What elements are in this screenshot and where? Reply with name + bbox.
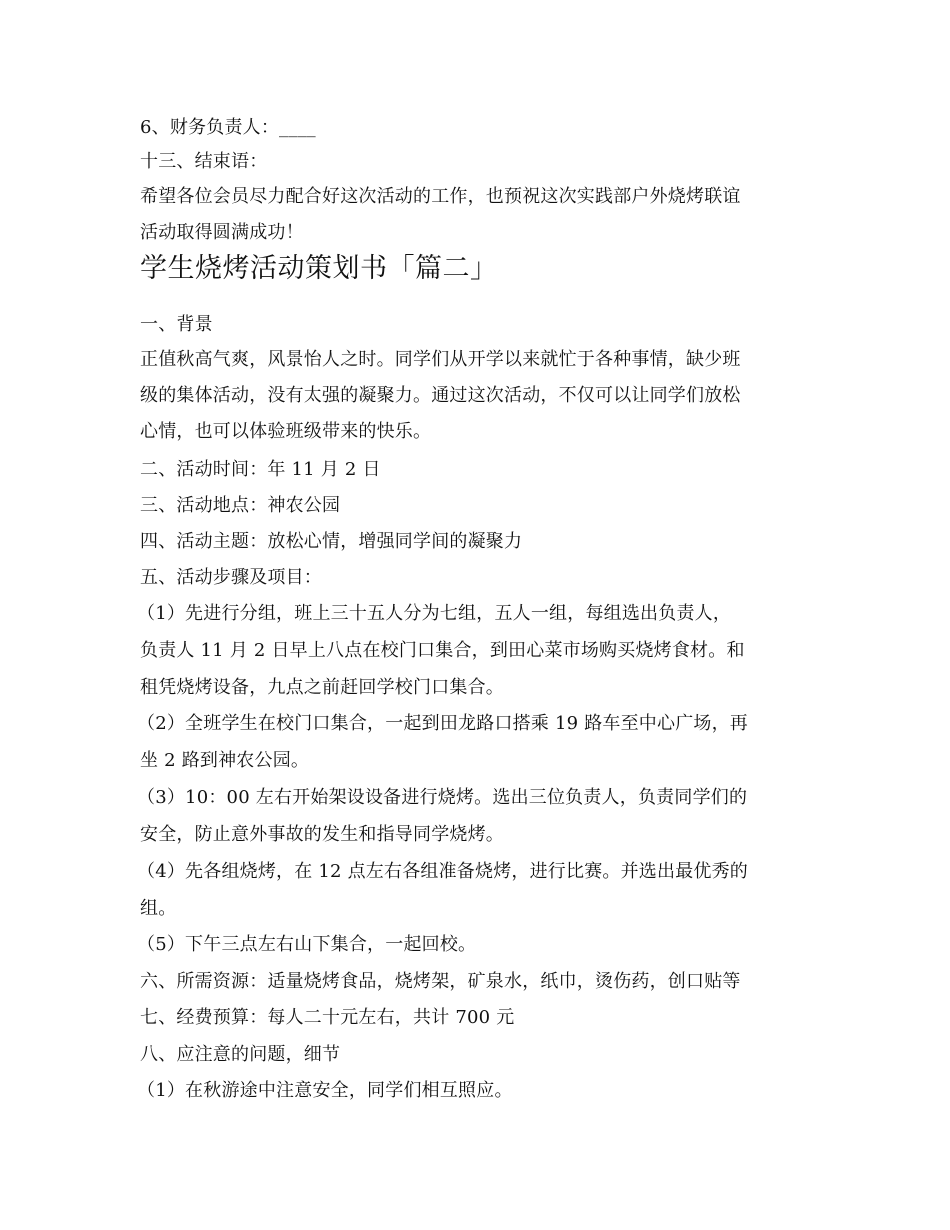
budget: 七、经费预算：每人二十元左右，共计 700 元 bbox=[140, 1007, 515, 1028]
step-3-line-2: 安全，防止意外事故的发生和指导同学烧烤。 bbox=[140, 824, 504, 845]
step-2-line-2: 坐 2 路到神农公园。 bbox=[140, 750, 310, 771]
required-resources: 六、所需资源：适量烧烤食品，烧烤架，矿泉水，纸巾，烫伤药，创口贴等 bbox=[140, 971, 741, 992]
step-4-line-2: 组。 bbox=[140, 898, 177, 919]
activity-location: 三、活动地点：神农公园 bbox=[140, 495, 341, 516]
background-text-line-3: 心情，也可以体验班级带来的快乐。 bbox=[140, 421, 432, 442]
section-title: 学生烧烤活动策划书「篇二」 bbox=[140, 253, 498, 284]
closing-remarks-text-line-1: 希望各位会员尽力配合好这次活动的工作，也预祝这次实践部户外烧烤联谊 bbox=[140, 186, 741, 207]
step-1-line-3: 租凭烧烤设备，九点之前赶回学校门口集合。 bbox=[140, 677, 504, 698]
background-heading: 一、背景 bbox=[140, 314, 213, 335]
closing-remarks-heading: 十三、结束语： bbox=[140, 151, 268, 172]
activity-steps-heading: 五、活动步骤及项目： bbox=[140, 567, 322, 588]
precautions-heading: 八、应注意的问题，细节 bbox=[140, 1044, 341, 1065]
step-4-line-1: （4）先各组烧烤，在 12 点左右各组准备烧烤，进行比赛。并选出最优秀的 bbox=[137, 861, 748, 882]
step-1-line-1: （1）先进行分组，班上三十五人分为七组，五人一组，每组选出负责人， bbox=[137, 603, 732, 624]
step-1-line-2: 负责人 11 月 2 日早上八点在校门口集合，到田心菜市场购买烧烤食材。和 bbox=[140, 640, 745, 661]
activity-time: 二、活动时间：年 11 月 2 日 bbox=[140, 459, 381, 480]
step-2-line-1: （2）全班学生在校门口集合，一起到田龙路口搭乘 19 路车至中心广场，再 bbox=[137, 713, 748, 734]
step-3-line-1: （3）10：00 左右开始架设设备进行烧烤。选出三位负责人，负责同学们的 bbox=[137, 787, 748, 808]
background-text-line-2: 级的集体活动，没有太强的凝聚力。通过这次活动，不仅可以让同学们放松 bbox=[140, 385, 741, 406]
precaution-1: （1）在秋游途中注意安全，同学们相互照应。 bbox=[137, 1080, 513, 1101]
closing-remarks-text-line-2: 活动取得圆满成功！ bbox=[140, 222, 304, 243]
activity-theme: 四、活动主题：放松心情，增强同学间的凝聚力 bbox=[140, 531, 523, 552]
finance-manager-line: 6、财务负责人：____ bbox=[140, 117, 316, 138]
step-5-line-1: （5）下午三点左右山下集合，一起回校。 bbox=[137, 934, 477, 955]
background-text-line-1: 正值秋高气爽，风景怡人之时。同学们从开学以来就忙于各种事情，缺少班 bbox=[140, 349, 741, 370]
